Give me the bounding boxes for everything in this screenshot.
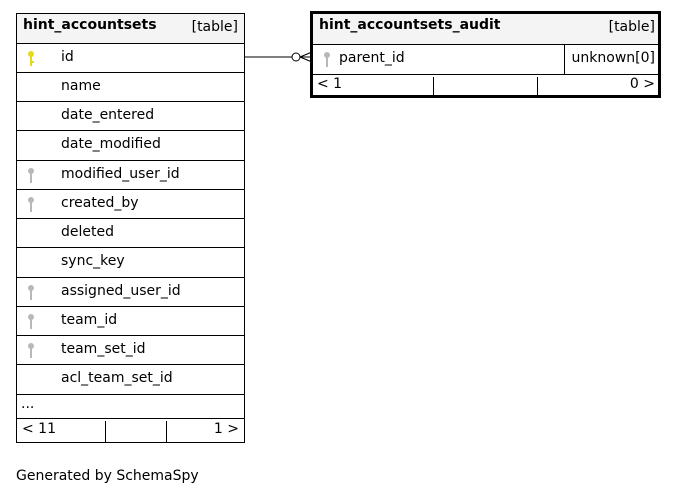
column-row[interactable] [17,336,244,365]
child-count: 0 > [629,76,655,92]
footer-divider [537,77,538,98]
audit-table-header [313,14,658,45]
column-row[interactable] [17,131,244,161]
foreign-key-icon [25,167,37,184]
footer-divider [166,421,167,443]
column-name: date_modified [61,136,161,152]
column-name: deleted [61,224,114,240]
column-row[interactable] [17,248,244,278]
table-name: hint_accountsets [23,17,157,33]
foreign-key-icon [321,51,333,68]
foreign-key-icon [25,284,37,301]
parent-count: < 1 [317,76,343,92]
column-name: id [61,49,74,65]
child-count: 1 > [213,421,239,437]
column-name: parent_id [339,50,405,66]
footer-divider [105,421,106,443]
column-row[interactable] [17,365,244,395]
column-type-divider [564,45,565,74]
column-name: acl_team_set_id [61,370,173,386]
column-type: unknown[0] [571,50,655,66]
column-name: team_id [61,312,118,328]
column-row[interactable] [313,45,658,75]
table-name: hint_accountsets_audit [319,17,501,33]
column-name: date_entered [61,107,155,123]
column-name: sync_key [61,253,125,269]
column-row[interactable] [17,102,244,131]
foreign-key-icon [25,196,37,213]
foreign-key-icon [25,342,37,359]
zero-cardinality-circle [292,53,300,61]
column-name: name [61,78,101,94]
foreign-key-icon [25,313,37,330]
footer-divider [433,77,434,98]
primary-key-icon [25,50,37,67]
audit-table[interactable] [310,11,661,98]
column-row[interactable] [17,44,244,73]
column-row[interactable] [17,73,244,102]
table-type: [table] [608,19,655,35]
accountsets-table-header [17,14,244,44]
column-row[interactable] [17,278,244,307]
table-footer [313,75,658,98]
column-name: team_set_id [61,341,146,357]
column-name: assigned_user_id [61,283,181,299]
column-row[interactable] [17,161,244,190]
generated-by-credit: Generated by SchemaSpy [16,468,199,484]
accountsets-table[interactable] [16,13,245,443]
column-name: created_by [61,195,139,211]
table-footer [17,419,244,443]
table-type: [table] [191,19,238,35]
column-name: modified_user_id [61,166,180,182]
column-row[interactable] [17,219,244,248]
column-row[interactable] [17,190,244,219]
parent-count: < 11 [22,421,56,437]
column-row[interactable] [17,307,244,336]
more-columns-ellipsis: ... [21,396,35,412]
more-columns-row [17,395,244,419]
